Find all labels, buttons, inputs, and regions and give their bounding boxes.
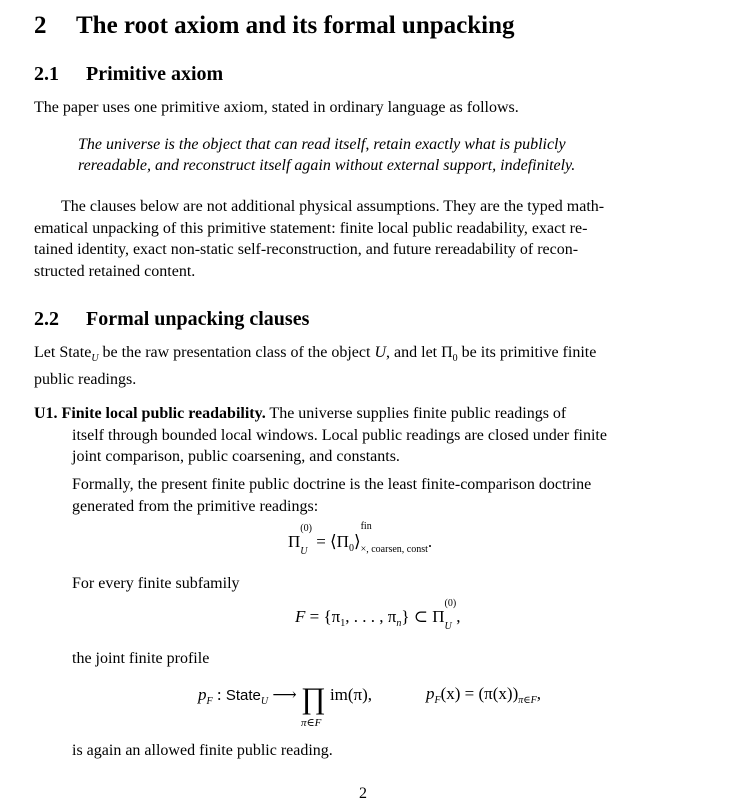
subscript: π∈F: [518, 695, 537, 706]
section-number: 2: [34, 12, 47, 39]
math-symbol: .: [427, 532, 433, 551]
subsection-number: 2.1: [34, 63, 59, 85]
math-symbol: , . . . , π: [345, 607, 397, 626]
math-symbol: ⟶: [268, 685, 301, 704]
superscript: (0): [444, 598, 457, 609]
math-symbol: ,: [456, 607, 461, 626]
equation-joint-profile: [198, 682, 373, 729]
section-heading: [34, 12, 514, 40]
subscript: 0: [452, 353, 458, 364]
intro-line: public readings.: [34, 371, 137, 388]
subscript: n: [396, 618, 402, 629]
axiom-quote: [78, 134, 702, 176]
math-symbol: ,: [536, 684, 542, 703]
math-symbol: U: [374, 344, 387, 361]
subscript: 1: [340, 618, 346, 629]
math-symbol: State: [225, 687, 261, 704]
subscript: ×, coarsen, const: [360, 544, 428, 555]
clause-line: joint comparison, public coarsening, and constants.: [72, 448, 400, 465]
math-symbol: F: [295, 607, 306, 626]
math-symbol: ⟩: [353, 532, 361, 551]
paragraph-line: tained identity, exact non-static self-reconstruction, and future rereadability of recon-: [34, 241, 579, 258]
intro-line: [34, 342, 702, 369]
subscript: π∈F: [300, 717, 322, 729]
closing-text: is again an allowed finite public reading.: [72, 742, 333, 759]
math-symbol: } ⊂ Π: [401, 607, 445, 626]
clause-line: itself through bounded local windows. Local public readings are closed under finite: [72, 426, 607, 444]
joint-profile-text: the joint finite profile: [72, 650, 210, 667]
subscript: U: [444, 621, 452, 632]
subscript: 0: [348, 543, 354, 554]
formally-paragraph: [72, 474, 591, 517]
text-run: be the raw presentation class of the object: [98, 344, 375, 361]
subsection-heading-2-1: [34, 63, 223, 86]
math-symbol: p: [198, 685, 207, 704]
math-symbol: (x) = (π(x)): [440, 684, 519, 703]
equation-profile-definition: [426, 684, 541, 706]
subsection-title: Primitive axiom: [86, 63, 224, 85]
math-symbol: ∏: [300, 682, 326, 715]
page-number: 2: [359, 785, 367, 802]
paragraph-line: The clauses below are not additional physical assumptions. They are the typed math-: [61, 198, 605, 215]
for-every-text: For every finite subfamily: [72, 575, 240, 592]
paragraph-line: generated from the primitive readings:: [72, 497, 319, 515]
axiom-intro: The paper uses one primitive axiom, stated in ordinary language as follows.: [34, 99, 519, 116]
subscript: F: [206, 696, 213, 707]
sup-sub-stack: [360, 521, 428, 555]
subsection-number: 2.2: [34, 308, 59, 330]
paragraph-line: Formally, the present finite public doctrine is the least finite-comparison doctrine: [72, 476, 592, 493]
clause-line: [34, 403, 702, 425]
subscript: U: [300, 546, 308, 557]
sup-sub-stack: [444, 598, 457, 632]
section-title: The root axiom and its formal unpacking: [76, 12, 515, 39]
clause-label: U1. Finite local public readability.: [34, 405, 266, 422]
math-symbol: Π: [288, 532, 301, 551]
math-symbol: p: [426, 684, 435, 703]
math-symbol: = ⟨Π: [311, 532, 349, 551]
text-run: , and let Π: [386, 344, 453, 361]
paragraph-line: structed retained content.: [34, 262, 196, 280]
text-run: be its primitive finite: [457, 344, 597, 361]
subscript: U: [91, 353, 99, 364]
clause-u1: [34, 403, 702, 468]
equation-subfamily: [295, 598, 461, 632]
superscript: fin: [360, 521, 372, 532]
superscript: (0): [300, 523, 312, 534]
subsection-title: Formal unpacking clauses: [86, 308, 310, 330]
subscript: F: [434, 695, 441, 706]
text-run: The universe supplies finite public readings of: [265, 405, 567, 422]
unpacking-paragraph: [34, 196, 702, 282]
text-run: Let State: [34, 344, 92, 361]
paragraph-line: ematical unpacking of this primitive statement: finite local public readability, exact re-: [34, 219, 588, 237]
quote-line: rereadable, and reconstruct itself again without external support, indefinitely.: [78, 157, 576, 174]
product-operator: [300, 682, 326, 729]
math-symbol: = {π: [305, 607, 341, 626]
math-symbol: :: [212, 685, 226, 704]
quote-line: The universe is the object that can read itself, retain exactly what is publicly: [78, 136, 566, 153]
sup-sub-stack: [300, 523, 312, 557]
equation-doctrine: [288, 521, 433, 557]
subscript: U: [260, 696, 269, 707]
subsection-heading-2-2: [34, 308, 309, 331]
math-symbol: im(π),: [325, 685, 373, 704]
clauses-intro: [34, 342, 702, 390]
